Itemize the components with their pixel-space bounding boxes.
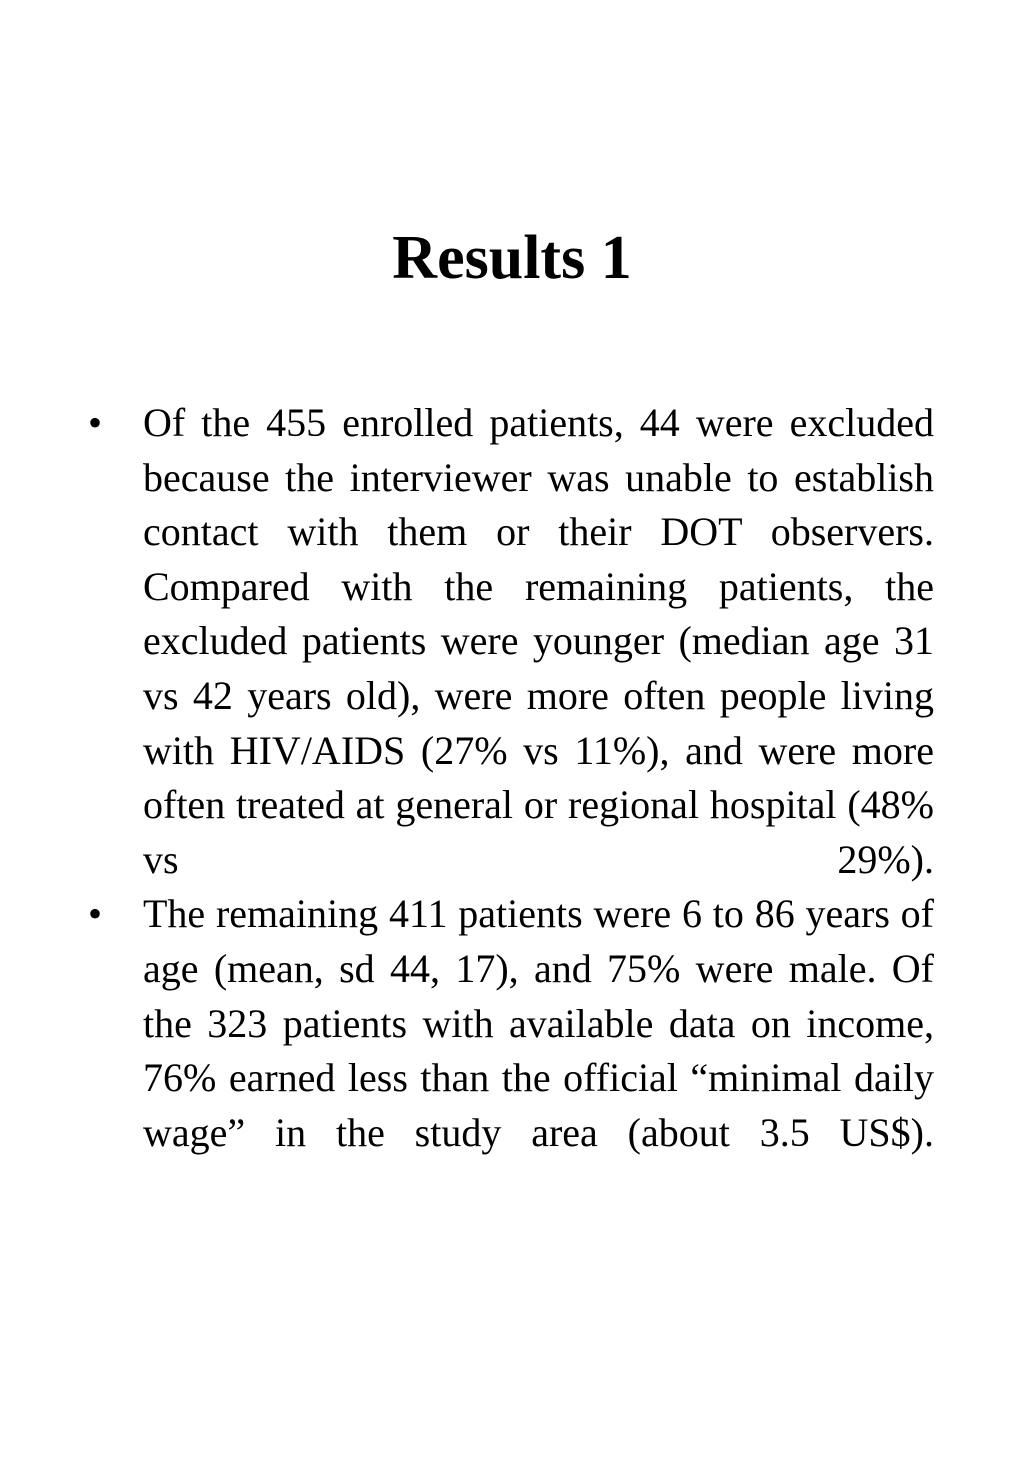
bullet-text: The remaining 411 patients were 6 to 86 years of age (mean, sd 44, 17), and 75% were male. Of the 323 patients with available data on income, 76% earned less than the official “minimal daily wage” in the study area (about 3.5 US$).	[143, 891, 934, 1155]
slide-title: Results 1	[392, 224, 632, 292]
bullet-item-demographics	[88, 887, 934, 1160]
bullet-list	[88, 396, 934, 1160]
bullet-icon: •	[88, 891, 103, 937]
bullet-item-exclusions	[88, 396, 934, 887]
bullet-icon: •	[88, 400, 103, 445]
bullet-text: Of the 455 enrolled patients, 44 were excluded because the interviewer was unable to establish contact with them or their DOT observers. Compared with the remaining patients, the excluded patients were younger (median age 31 vs 42 years old), were more often people living with HIV/AIDS (27% vs 11%), and were more often treated at general or regional hospital (48% vs 29%).	[143, 400, 934, 882]
